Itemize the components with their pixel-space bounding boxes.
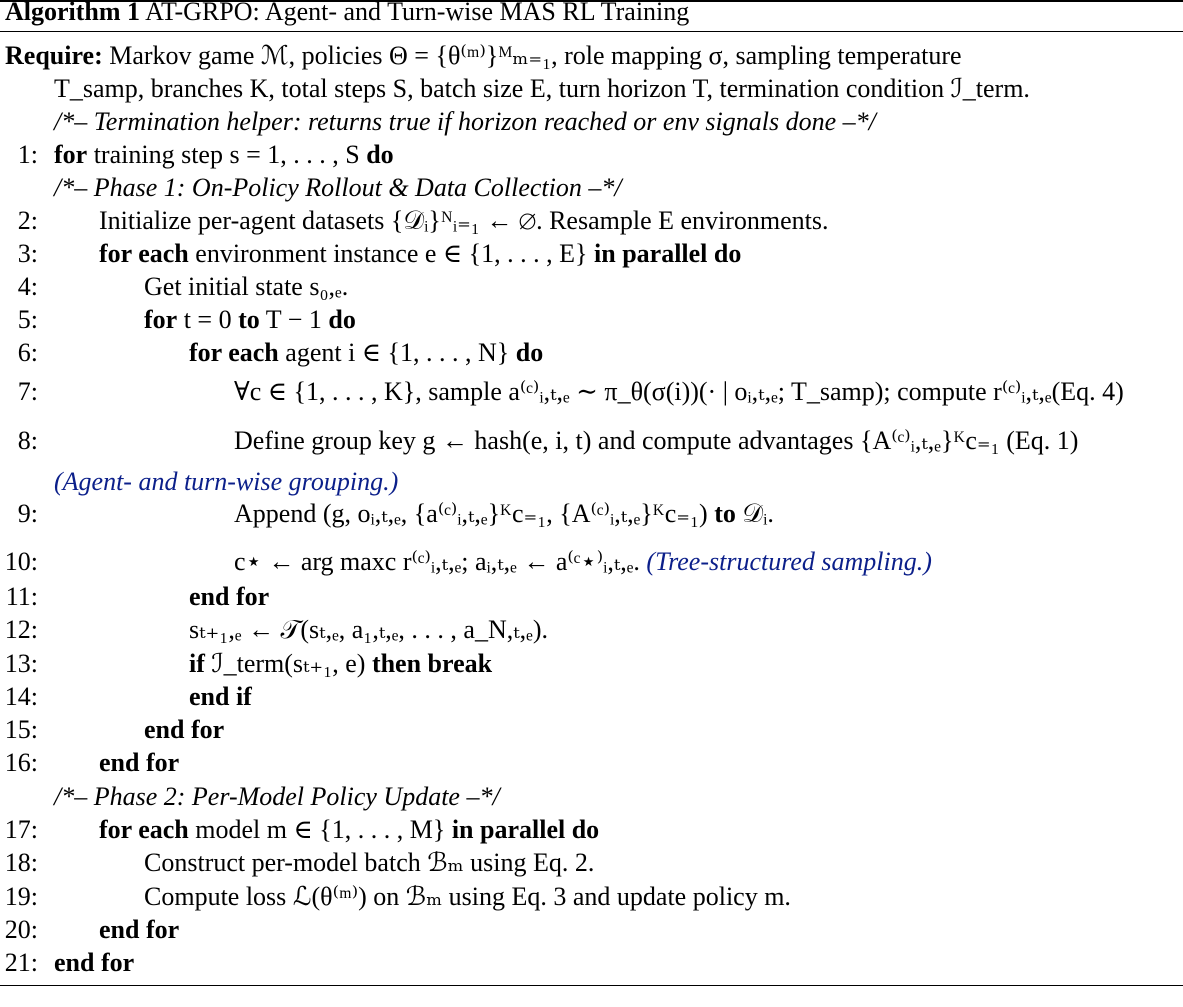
line-text: Define group key g ← hash(e, i, t) and compute advantages {A⁽ᶜ⁾ᵢ,ₜ,ₑ}ᴷc₌₁ (Eq. 1) xyxy=(234,426,1079,455)
line-text: for t = 0 to T − 1 do xyxy=(144,305,356,334)
algorithm-line xyxy=(0,647,1183,680)
line-number: 14: xyxy=(4,682,38,711)
line-text: /*– Phase 1: On-Policy Rollout & Data Collection –*/ xyxy=(54,173,622,202)
line-text: end if xyxy=(189,682,252,711)
line-number: 15: xyxy=(4,715,38,744)
line-text: ∀c ∈ {1, . . . , K}, sample a⁽ᶜ⁾ᵢ,ₜ,ₑ ∼ π_θ(σ(i))(· | oᵢ,ₜ,ₑ; T_samp); compute r⁽ᶜ⁾ᵢ,ₜ,ₑ(Eq. 4) xyxy=(234,377,1124,406)
algorithm-line xyxy=(0,237,1183,270)
line-text: for each environment instance e ∈ {1, . . . , E} in parallel do xyxy=(99,239,742,268)
line-number: 10: xyxy=(4,547,38,576)
algorithm-line xyxy=(0,270,1183,303)
algorithm-line xyxy=(0,913,1183,946)
line-number: 7: xyxy=(17,377,38,406)
line-text: for training step s = 1, . . . , S do xyxy=(54,140,394,169)
line-number: 3: xyxy=(17,239,38,268)
algorithm-line xyxy=(0,613,1183,646)
algorithm-line xyxy=(0,375,1183,408)
line-number: 11: xyxy=(5,582,38,611)
line-number: 17: xyxy=(4,815,38,844)
algorithm-caption xyxy=(5,0,689,28)
line-number: 12: xyxy=(4,615,38,644)
line-text: Construct per-model batch ℬₘ using Eq. 2. xyxy=(144,848,595,877)
line-number: 21: xyxy=(4,948,38,977)
line-text: end for xyxy=(99,748,180,777)
algorithm-line xyxy=(0,105,1183,138)
algorithm-line xyxy=(0,545,1183,578)
line-text: /*– Phase 2: Per-Model Policy Update –*/ xyxy=(54,782,500,811)
algorithm-line xyxy=(0,713,1183,746)
line-text: end for xyxy=(189,582,270,611)
caption-rule xyxy=(0,31,1183,32)
require-text-2: T_samp, branches K, total steps S, batch size E, turn horizon T, termination condition ℐ_term. xyxy=(54,74,1030,103)
line-number: 5: xyxy=(17,305,38,334)
require-text-1: Markov game ℳ, policies Θ = {θ⁽ᵐ⁾}ᴹₘ₌₁, role mapping σ, sampling temperature xyxy=(109,41,962,70)
line-text: for each agent i ∈ {1, . . . , N} do xyxy=(189,338,544,367)
algorithm-line xyxy=(0,813,1183,846)
algorithm-line xyxy=(0,497,1183,530)
line-text: Append (g, oᵢ,ₜ,ₑ, {a⁽ᶜ⁾ᵢ,ₜ,ₑ}ᴷc₌₁, {A⁽ᶜ⁾ᵢ,ₜ,ₑ}ᴷc₌₁) to 𝒟ᵢ. xyxy=(234,499,774,528)
require-label: Require: xyxy=(5,41,103,70)
line-text: end for xyxy=(54,948,135,977)
line-text: /*– Termination helper: returns true if horizon reached or env signals done –*/ xyxy=(54,107,876,136)
algorithm-line xyxy=(0,680,1183,713)
line-number: 16: xyxy=(4,748,38,777)
line-text: end for xyxy=(99,915,180,944)
line-number: 13: xyxy=(4,649,38,678)
line-text: Compute loss ℒ(θ⁽ᵐ⁾) on ℬₘ using Eq. 3 and update policy m. xyxy=(144,882,791,911)
algorithm-line xyxy=(0,204,1183,237)
algorithm-line xyxy=(0,746,1183,779)
line-number: 6: xyxy=(17,338,38,367)
algorithm-line xyxy=(0,424,1183,457)
line-text: end for xyxy=(144,715,225,744)
algorithm-title: AT-GRPO: Agent- and Turn-wise MAS RL Training xyxy=(145,0,690,26)
algorithm-line xyxy=(0,780,1183,813)
algorithm-line xyxy=(0,138,1183,171)
require-line-2 xyxy=(0,72,1183,105)
line-number: 19: xyxy=(4,882,38,911)
require-line-1 xyxy=(0,39,1183,72)
bottom-rule xyxy=(0,985,1183,986)
line-text: sₜ₊₁,ₑ ← 𝒯(sₜ,ₑ, a₁,ₜ,ₑ, . . . , a_N,ₜ,ₑ). xyxy=(189,615,548,644)
algorithm-line xyxy=(0,171,1183,204)
line-number: 18: xyxy=(4,848,38,877)
line-number: 4: xyxy=(17,272,38,301)
algorithm-line xyxy=(0,580,1183,613)
algorithm-line xyxy=(0,303,1183,336)
line-number: 20: xyxy=(4,915,38,944)
line-text: Get initial state s₀,ₑ. xyxy=(144,272,349,301)
line-text: if ℐ_term(sₜ₊₁, e) then break xyxy=(189,649,493,678)
line-text: (Agent- and turn-wise grouping.) xyxy=(54,467,399,496)
line-text: c⋆ ← arg maxc r⁽ᶜ⁾ᵢ,ₜ,ₑ; aᵢ,ₜ,ₑ ← a⁽ᶜ⋆⁾ᵢ,ₜ,ₑ. (Tree-structured sampling.) xyxy=(234,547,932,576)
algorithm-line xyxy=(0,946,1183,979)
line-text: for each model m ∈ {1, . . . , M} in parallel do xyxy=(99,815,600,844)
algorithm-label: Algorithm 1 xyxy=(5,0,141,26)
algorithm-line xyxy=(0,880,1183,913)
line-number: 1: xyxy=(17,140,38,169)
line-text: Initialize per-agent datasets {𝒟ᵢ}ᴺᵢ₌₁ ← ∅. Resample E environments. xyxy=(99,206,829,235)
algorithm-line xyxy=(0,465,1183,498)
line-number: 8: xyxy=(17,426,38,455)
line-number: 2: xyxy=(17,206,38,235)
algorithm-line xyxy=(0,846,1183,879)
algorithm-line xyxy=(0,336,1183,369)
line-number: 9: xyxy=(17,499,38,528)
